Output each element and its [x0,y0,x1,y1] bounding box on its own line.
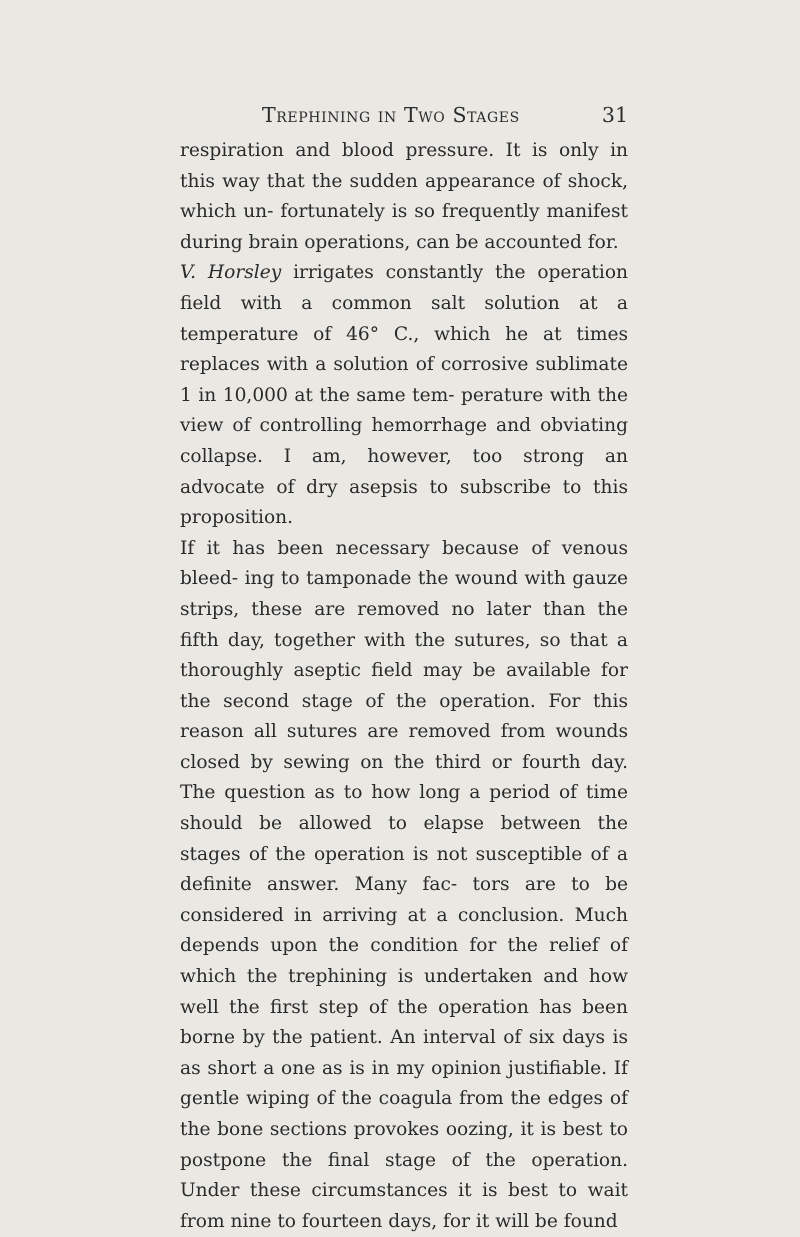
page-number: 31 [601,103,628,127]
paragraph-3: If it has been necessary because of venous bleed- ing to tamponade the wound with gauze strips, these are removed no later than the fifth day, together with the sutures, so that a thoroughly aseptic field may be available for the second stage of the operation. For this reason all sutures are removed from wounds closed by sewing on the third or fourth day. The question as to how long a period of time should be allowed to elapse between the stages of the operation is not susceptible of a definite answer. Many fac- tors are to be considered in arriving at a conclusion. Much depends upon the condition for the relief of which the trephining is undertaken and how well the first step of the operation has been borne by the patient. An interval of six days is as short a one as is in my opinion justifiable. If gentle wiping of the coagula from the edges of the bone sections provokes oozing, it is best to postpone the final stage of the operation. Under these circumstances it is best to wait from nine to fourteen days, for it will be found [180,537,628,1232]
running-head [180,103,628,133]
author-name: V. Horsley [180,262,282,284]
paragraph-2-text: irrigates constantly the operation field with a common salt solution at a temperature of 46° C., which he at times replaces with a solution of corrosive sublimate 1 in 10,000 at the same tem- perature with the view of controlling hemorrhage and obviating collapse. I am, however, too strong an advocate of dry asepsis to subscribe to this proposition. [180,262,628,529]
body-text [180,136,628,1237]
paragraph-2 [180,258,628,533]
paragraph-1: respiration and blood pressure. It is only in this way that the sudden appearance of shock, which un- fortunately is so frequently manifest during brain operations, can be accounted for. [180,140,628,253]
running-head-title: Trephining in Two Stages [262,103,520,127]
